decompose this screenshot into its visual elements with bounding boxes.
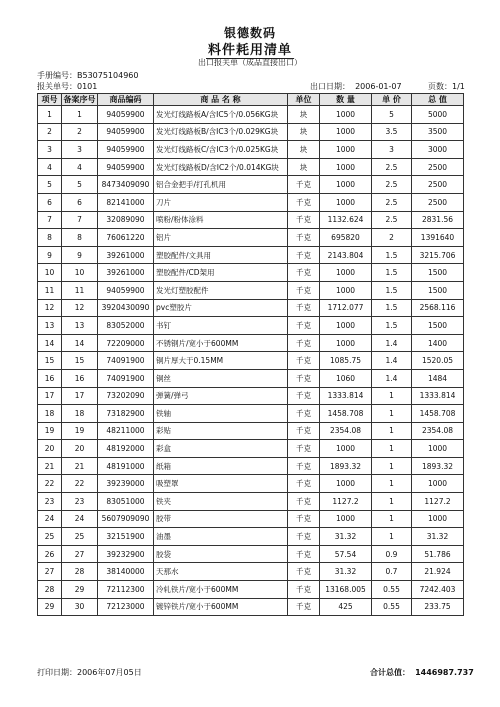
table-cell: 1	[372, 422, 412, 440]
table-cell: 25	[62, 528, 98, 546]
table-cell: 31.32	[320, 563, 372, 581]
column-header: 商品编码	[98, 94, 154, 106]
table-cell: 2.5	[372, 211, 412, 229]
table-cell: 1	[372, 475, 412, 493]
table-cell: 8	[62, 229, 98, 247]
table-cell: 39232900	[98, 545, 154, 563]
table-row	[38, 598, 464, 616]
table-cell: 发光灯塑胶配件	[154, 281, 288, 299]
table-cell: 15	[62, 352, 98, 370]
table-cell: 2500	[412, 176, 464, 194]
table-cell: 5000	[412, 106, 464, 124]
declaration-number: 报关单号：0101	[37, 82, 98, 91]
table-cell: 1000	[320, 281, 372, 299]
table-cell: 48192000	[98, 440, 154, 458]
table-cell: 1	[372, 493, 412, 511]
table-cell: 7	[62, 211, 98, 229]
table-cell: 1.5	[372, 246, 412, 264]
table-cell: 1	[372, 528, 412, 546]
table-cell: 1000	[320, 193, 372, 211]
table-cell: 1000	[412, 440, 464, 458]
table-cell: 1000	[320, 317, 372, 335]
table-cell: 1127.2	[320, 493, 372, 511]
table-cell: 千克	[288, 493, 320, 511]
table-cell: 17	[62, 387, 98, 405]
export-date-label: 出口日期：	[310, 82, 350, 91]
total-value: 1446987.737	[415, 668, 474, 677]
table-cell: 铝片	[154, 229, 288, 247]
table-cell: 1.5	[372, 281, 412, 299]
table-cell: 书钉	[154, 317, 288, 335]
column-header: 总 值	[412, 94, 464, 106]
table-row	[38, 475, 464, 493]
grand-total	[370, 667, 474, 678]
table-cell: 2831.56	[412, 211, 464, 229]
table-cell: 1500	[412, 264, 464, 282]
export-date	[310, 81, 402, 92]
table-cell: 27	[38, 563, 62, 581]
table-cell: 1000	[320, 106, 372, 124]
table-cell: 喷粉/粉体涂料	[154, 211, 288, 229]
table-cell: 6	[38, 193, 62, 211]
table-cell: 8473409090	[98, 176, 154, 194]
table-cell: 48211000	[98, 422, 154, 440]
document-title	[0, 39, 500, 58]
page-count	[428, 81, 465, 92]
document-subtitle: 出口报关单（成品直接出口）	[198, 58, 302, 67]
table-cell: 刀片	[154, 193, 288, 211]
table-cell: 695820	[320, 229, 372, 247]
table-cell: 13	[62, 317, 98, 335]
table-cell: 28	[62, 563, 98, 581]
table-cell: 21	[38, 457, 62, 475]
table-cell: 5	[372, 106, 412, 124]
table-cell: 18	[62, 405, 98, 423]
table-row	[38, 510, 464, 528]
table-cell: 2568.116	[412, 299, 464, 317]
table-cell: 13168.005	[320, 581, 372, 599]
table-body	[38, 106, 464, 616]
column-header: 备案序号	[63, 95, 96, 104]
table-cell: 1000	[320, 334, 372, 352]
table-cell: 块	[288, 106, 320, 124]
table-cell: 39261000	[98, 264, 154, 282]
table-cell: 千克	[288, 440, 320, 458]
table-cell: 1000	[320, 141, 372, 159]
table-cell: 1000	[320, 176, 372, 194]
table-cell: 吸塑罩	[154, 475, 288, 493]
print-date: 打印日期：2006年07月05日	[37, 668, 142, 677]
table-cell: 39261000	[98, 246, 154, 264]
table-cell: 83052000	[98, 317, 154, 335]
table-row	[38, 334, 464, 352]
table-row	[38, 440, 464, 458]
table-row	[38, 545, 464, 563]
table-cell: 1.4	[372, 334, 412, 352]
table-cell: 3000	[412, 141, 464, 159]
column-header: 数 量	[320, 94, 372, 106]
table-cell: 1085.75	[320, 352, 372, 370]
table-cell: 72112300	[98, 581, 154, 599]
table-cell: 23	[62, 493, 98, 511]
table-cell: 镀锌铁片/宽小于600MM	[154, 598, 288, 616]
table-cell: 弹簧/弹弓	[154, 387, 288, 405]
table-cell: 94059900	[98, 141, 154, 159]
table-cell: 1000	[320, 158, 372, 176]
page-value: 1/1	[452, 82, 465, 91]
table-cell: 0.9	[372, 545, 412, 563]
table-cell: 1000	[412, 475, 464, 493]
table-cell: 千克	[288, 581, 320, 599]
table-cell: 铁轴	[154, 405, 288, 423]
table-cell: 27	[62, 545, 98, 563]
table-cell: 31.32	[412, 528, 464, 546]
table-cell: 千克	[288, 317, 320, 335]
table-cell: 2143.804	[320, 246, 372, 264]
table-cell: 千克	[288, 211, 320, 229]
table-cell: 1333.814	[412, 387, 464, 405]
table-cell: 74091900	[98, 352, 154, 370]
table-cell: 19	[62, 422, 98, 440]
page-label: 页数：	[428, 82, 452, 91]
table-row	[38, 211, 464, 229]
table-cell: 3.5	[372, 123, 412, 141]
table-cell: 31.32	[320, 528, 372, 546]
table-cell: 1333.814	[320, 387, 372, 405]
table-cell: 千克	[288, 334, 320, 352]
table-cell: 10	[62, 264, 98, 282]
table-cell: 1458.708	[412, 405, 464, 423]
table-cell: 11	[62, 281, 98, 299]
table-cell: 块	[288, 141, 320, 159]
table-cell: 铜片厚大于0.15MM	[154, 352, 288, 370]
table-row	[38, 581, 464, 599]
table-cell: 20	[38, 440, 62, 458]
table-cell: 1.5	[372, 264, 412, 282]
table-row	[38, 457, 464, 475]
table-cell: 块	[288, 158, 320, 176]
table-cell: 不锈钢片/宽小于600MM	[154, 334, 288, 352]
table-cell: 17	[38, 387, 62, 405]
table-cell: 76061220	[98, 229, 154, 247]
table-row	[38, 563, 464, 581]
table-cell: 2.5	[372, 176, 412, 194]
table-cell: 82141000	[98, 193, 154, 211]
table-cell: 3	[38, 141, 62, 159]
table-cell: 0.55	[372, 598, 412, 616]
table-cell: 1391640	[412, 229, 464, 247]
table-cell: 3920430090	[98, 299, 154, 317]
table-cell: 1000	[320, 264, 372, 282]
table-cell: 1458.708	[320, 405, 372, 423]
table-cell: 94059900	[98, 281, 154, 299]
table-cell: 1893.32	[320, 457, 372, 475]
table-cell: 发光灯线路板A/含IC5个/0.056KG块	[154, 106, 288, 124]
table-cell: 千克	[288, 176, 320, 194]
table-cell: 2	[372, 229, 412, 247]
table-cell: 29	[62, 581, 98, 599]
table-cell: 48191000	[98, 457, 154, 475]
table-cell: 14	[38, 334, 62, 352]
table-cell: 天那水	[154, 563, 288, 581]
table-row	[38, 422, 464, 440]
table-cell: 14	[62, 334, 98, 352]
table-cell: 6	[62, 193, 98, 211]
table-row	[38, 264, 464, 282]
company-name: 银德数码	[223, 26, 276, 40]
table-cell: 5	[62, 176, 98, 194]
table-row	[38, 141, 464, 159]
table-cell: 千克	[288, 598, 320, 616]
table-cell: 千克	[288, 193, 320, 211]
table-header-row	[38, 94, 464, 106]
table-cell: 塑胶配件/文具用	[154, 246, 288, 264]
table-row	[38, 369, 464, 387]
table-row	[38, 387, 464, 405]
table-cell: 千克	[288, 475, 320, 493]
table-cell: 72123000	[98, 598, 154, 616]
table-cell: 1000	[320, 475, 372, 493]
table-row	[38, 528, 464, 546]
column-header: 单 价	[372, 94, 412, 106]
document-title-text: 料件耗用清单	[207, 43, 292, 58]
table-cell: 7	[38, 211, 62, 229]
table-cell: 11	[38, 281, 62, 299]
table-cell: 73202090	[98, 387, 154, 405]
table-cell: 2354.08	[320, 422, 372, 440]
table-cell: 4	[38, 158, 62, 176]
table-row	[38, 193, 464, 211]
table-cell: 1127.2	[412, 493, 464, 511]
table-cell: 3	[372, 141, 412, 159]
table-cell: 千克	[288, 545, 320, 563]
table-cell: 51.786	[412, 545, 464, 563]
table-cell: 铝合金把手/打孔机用	[154, 176, 288, 194]
column-header: 项号	[38, 94, 62, 106]
table-cell: 1.4	[372, 369, 412, 387]
table-cell: 2354.08	[412, 422, 464, 440]
table-cell: 0.7	[372, 563, 412, 581]
table-cell: 3	[62, 141, 98, 159]
table-row	[38, 176, 464, 194]
table-cell: 千克	[288, 528, 320, 546]
table-cell: 1	[372, 510, 412, 528]
table-cell: 425	[320, 598, 372, 616]
table-cell: 21	[62, 457, 98, 475]
table-cell: 94059900	[98, 123, 154, 141]
table-cell: 1	[372, 457, 412, 475]
table-cell: 3215.706	[412, 246, 464, 264]
table-cell: 22	[62, 475, 98, 493]
table-cell: 1	[372, 440, 412, 458]
table-cell: 千克	[288, 369, 320, 387]
table-cell: 23	[38, 493, 62, 511]
table-cell: 13	[38, 317, 62, 335]
table-cell: 22	[38, 475, 62, 493]
table-cell: 千克	[288, 352, 320, 370]
table-cell: 纸箱	[154, 457, 288, 475]
table-cell: 2	[62, 123, 98, 141]
table-cell: 94059900	[98, 158, 154, 176]
table-cell: 32089090	[98, 211, 154, 229]
table-cell: 1712.077	[320, 299, 372, 317]
table-cell: 1	[62, 106, 98, 124]
table-row	[38, 106, 464, 124]
table-cell: 油墨	[154, 528, 288, 546]
table-cell: 发光灯线路板C/含IC3个/0.025KG块	[154, 141, 288, 159]
table-cell: 彩贴	[154, 422, 288, 440]
table-cell: 24	[38, 510, 62, 528]
table-cell: 9	[38, 246, 62, 264]
table-cell: 4	[62, 158, 98, 176]
table-cell: 彩盒	[154, 440, 288, 458]
table-cell: 塑胶配件/CD架用	[154, 264, 288, 282]
table-cell: 千克	[288, 281, 320, 299]
table-cell: 2500	[412, 193, 464, 211]
table-cell: 2.5	[372, 193, 412, 211]
table-cell: 1	[372, 405, 412, 423]
table-row	[38, 493, 464, 511]
table-cell: 72209000	[98, 334, 154, 352]
table-cell: 16	[62, 369, 98, 387]
table-cell: 25	[38, 528, 62, 546]
consumption-table	[37, 93, 464, 616]
table-cell: 1060	[320, 369, 372, 387]
table-cell: 1	[38, 106, 62, 124]
table-cell: pvc塑胶片	[154, 299, 288, 317]
table-cell: 块	[288, 123, 320, 141]
table-cell: 38140000	[98, 563, 154, 581]
table-cell: 5607909090	[98, 510, 154, 528]
table-cell: 74091900	[98, 369, 154, 387]
table-cell: 39239000	[98, 475, 154, 493]
column-header: 单位	[288, 94, 320, 106]
table-cell: 1000	[320, 123, 372, 141]
table-cell: 胶带	[154, 510, 288, 528]
table-cell: 胶袋	[154, 545, 288, 563]
table-cell: 千克	[288, 387, 320, 405]
table-cell: 1400	[412, 334, 464, 352]
table-cell: 12	[38, 299, 62, 317]
table-cell: 83051000	[98, 493, 154, 511]
table-cell: 1.5	[372, 299, 412, 317]
table-cell: 1132.624	[320, 211, 372, 229]
table-cell: 千克	[288, 299, 320, 317]
table-cell: 29	[38, 598, 62, 616]
table-cell: 32151900	[98, 528, 154, 546]
table-cell: 1500	[412, 317, 464, 335]
table-cell: 233.75	[412, 598, 464, 616]
table-row	[38, 281, 464, 299]
table-cell: 73182900	[98, 405, 154, 423]
table-cell: 21.924	[412, 563, 464, 581]
table-cell: 5	[38, 176, 62, 194]
table-cell: 0.55	[372, 581, 412, 599]
table-cell: 千克	[288, 563, 320, 581]
table-cell: 千克	[288, 457, 320, 475]
table-cell: 千克	[288, 246, 320, 264]
table-cell: 1500	[412, 281, 464, 299]
table-row	[38, 229, 464, 247]
table-cell: 57.54	[320, 545, 372, 563]
table-cell: 1000	[412, 510, 464, 528]
table-cell: 12	[62, 299, 98, 317]
table-cell: 20	[62, 440, 98, 458]
table-cell: 9	[62, 246, 98, 264]
table-cell: 铜丝	[154, 369, 288, 387]
table-cell: 1.4	[372, 352, 412, 370]
table-row	[38, 352, 464, 370]
table-cell: 1893.32	[412, 457, 464, 475]
table-row	[38, 123, 464, 141]
table-cell: 18	[38, 405, 62, 423]
table-cell: 千克	[288, 264, 320, 282]
table-cell: 10	[38, 264, 62, 282]
table-cell: 94059900	[98, 106, 154, 124]
table-cell: 千克	[288, 229, 320, 247]
table-cell: 2.5	[372, 158, 412, 176]
table-cell: 24	[62, 510, 98, 528]
table-cell: 2500	[412, 158, 464, 176]
table-cell: 7242.403	[412, 581, 464, 599]
table-cell: 26	[38, 545, 62, 563]
column-header: 商 品 名 称	[154, 94, 288, 106]
table-row	[38, 246, 464, 264]
table-row	[38, 158, 464, 176]
total-label: 合计总值：	[370, 668, 410, 677]
table-cell: 1520.05	[412, 352, 464, 370]
table-row	[38, 405, 464, 423]
table-cell: 1000	[320, 510, 372, 528]
table-cell: 28	[38, 581, 62, 599]
table-cell: 千克	[288, 405, 320, 423]
table-cell: 冷轧铁片/宽小于600MM	[154, 581, 288, 599]
table-cell: 19	[38, 422, 62, 440]
table-cell: 16	[38, 369, 62, 387]
table-row	[38, 317, 464, 335]
table-cell: 8	[38, 229, 62, 247]
table-cell: 1	[372, 387, 412, 405]
table-cell: 1484	[412, 369, 464, 387]
table-cell: 千克	[288, 510, 320, 528]
table-cell: 1.5	[372, 317, 412, 335]
table-cell: 3500	[412, 123, 464, 141]
table-cell: 千克	[288, 422, 320, 440]
table-cell: 30	[62, 598, 98, 616]
manual-number: 手册编号：B53075104960	[37, 71, 139, 80]
table-cell: 15	[38, 352, 62, 370]
table-row	[38, 299, 464, 317]
table-cell: 发光灯线路板D/含IC2个/0.014KG块	[154, 158, 288, 176]
table-cell: 铁夹	[154, 493, 288, 511]
table-cell: 2	[38, 123, 62, 141]
table-cell: 1000	[320, 440, 372, 458]
export-date-value: 2006-01-07	[355, 82, 402, 91]
table-cell: 发光灯线路板B/含IC3个/0.029KG块	[154, 123, 288, 141]
